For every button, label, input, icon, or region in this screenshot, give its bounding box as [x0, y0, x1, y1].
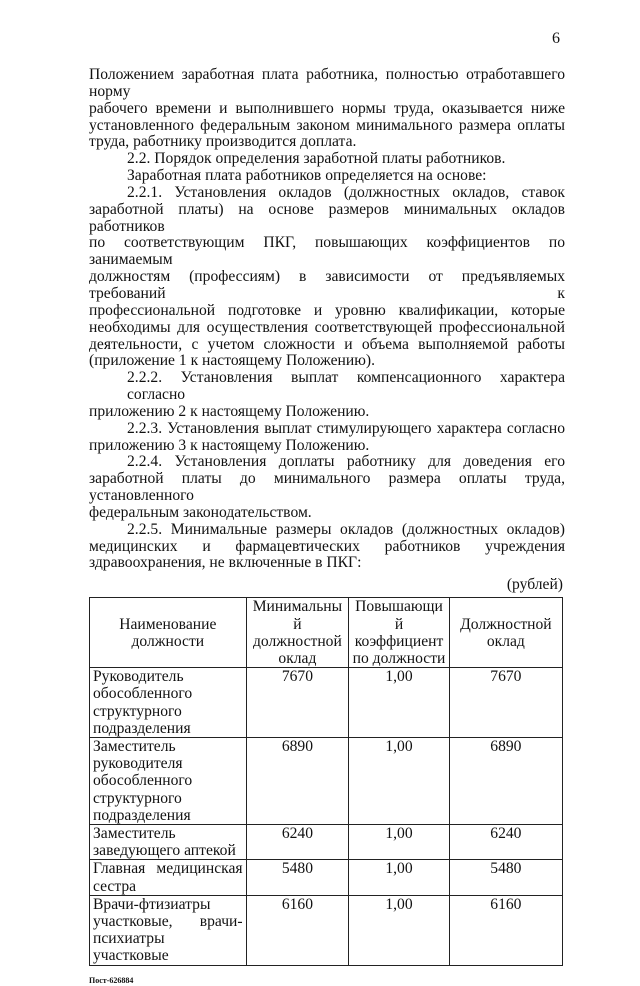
position-cell: Заместитель заведующего аптекой: [90, 824, 247, 859]
text-line: 2.2.3. Установления выплат стимулирующего характера согласно: [127, 419, 565, 437]
page-content: [89, 67, 565, 986]
text-line: приложению 3 к настоящему Положению.: [89, 436, 370, 454]
min-salary-cell: 6160: [246, 895, 349, 965]
salary-cell: 5480: [449, 860, 562, 895]
text-line: должностям (профессиям) в зависимости от предъявляемых требований к: [89, 268, 565, 302]
text-line: Заработная плата работников определяется на основе:: [127, 167, 487, 185]
text-line: 2.2.2. Установления выплат компенсационного характера согласно: [127, 369, 565, 404]
salary-cell: 6240: [449, 824, 562, 859]
min-salary-cell: 7670: [246, 668, 349, 738]
header-position: Наименование должности: [90, 598, 247, 668]
text-line: 2.2.4. Установления доплаты работнику для доведения его: [127, 453, 565, 471]
table-row: [90, 824, 563, 859]
position-cell: Заместитель руководителя обособленного структурного подразделения: [90, 737, 247, 824]
coefficient-cell: 1,00: [349, 824, 450, 859]
text-line: заработной платы до минимального размера оплаты труда, установленного: [89, 470, 565, 505]
text-line: 2.2.1. Установления окладов (должностных окладов, ставок: [127, 183, 565, 201]
table-row: [90, 860, 563, 895]
min-salary-cell: 6890: [246, 737, 349, 824]
paragraph: [89, 454, 565, 521]
header-salary: Должностной оклад: [449, 598, 562, 668]
paragraph: [89, 67, 565, 151]
text-line: (приложение 1 к настоящему Положению).: [89, 352, 375, 370]
salary-cell: 7670: [449, 668, 562, 738]
unit-label: (рублей): [506, 576, 563, 594]
table-row: [90, 895, 563, 965]
paragraph: [89, 522, 565, 573]
document-body: [89, 67, 565, 572]
paragraph: [89, 151, 565, 168]
salary-table: [89, 597, 563, 965]
text-line: рабочего времени и выполнившего нормы труда, оказывается ниже: [89, 99, 565, 117]
salary-cell: 6890: [449, 737, 562, 824]
table-row: [90, 737, 563, 824]
header-coefficient: Повышающий коэффициент по должности: [349, 598, 450, 668]
text-line: труда, работнику производится доплата.: [89, 133, 357, 151]
paragraph: [89, 185, 565, 370]
position-cell: Руководитель обособленного структурного подразделения: [90, 668, 247, 738]
text-line: 2.2. Порядок определения заработной платы работников.: [127, 150, 506, 168]
min-salary-cell: 5480: [246, 860, 349, 895]
text-line: деятельности, с учетом сложности и объема выполняемой работы: [89, 335, 565, 353]
paragraph: [89, 168, 565, 185]
header-min-salary: Минимальный должностной оклад: [246, 598, 349, 668]
table-header-row: [90, 598, 563, 668]
text-line: по соответствующим ПКГ, повышающих коэффициентов по занимаемым: [89, 234, 565, 269]
text-line: федеральным законодательством.: [89, 503, 312, 521]
coefficient-cell: 1,00: [349, 895, 450, 965]
document-code: Пост-626884: [89, 975, 134, 985]
text-line: приложению 2 к настоящему Положению.: [89, 402, 370, 420]
coefficient-cell: 1,00: [349, 668, 450, 738]
table-row: [90, 668, 563, 738]
text-line: здравоохранения, не включенные в ПКГ:: [89, 554, 362, 572]
position-cell: Врачи-фтизиатры участковые, врачи-психиатры участковые: [90, 895, 247, 965]
paragraph: [89, 370, 565, 421]
text-line: профессиональной подготовке и уровню квалификации, которые: [89, 301, 565, 319]
min-salary-cell: 6240: [246, 824, 349, 859]
text-line: заработной платы) на основе размеров минимальных окладов работников: [89, 200, 565, 235]
coefficient-cell: 1,00: [349, 737, 450, 824]
salary-cell: 6160: [449, 895, 562, 965]
text-line: необходимы для осуществления соответствующей профессиональной: [89, 318, 565, 336]
page-number: 6: [552, 30, 560, 47]
position-cell: Главная медицинская сестра: [90, 860, 247, 895]
text-line: установленного федеральным законом минимального размера оплаты: [89, 116, 565, 134]
text-line: 2.2.5. Минимальные размеры окладов (должностных окладов): [127, 520, 565, 538]
text-line: медицинских и фармацевтических работников учреждения: [89, 537, 565, 555]
text-line: Положением заработная плата работника, полностью отработавшего норму: [89, 66, 565, 100]
coefficient-cell: 1,00: [349, 860, 450, 895]
paragraph: [89, 421, 565, 455]
